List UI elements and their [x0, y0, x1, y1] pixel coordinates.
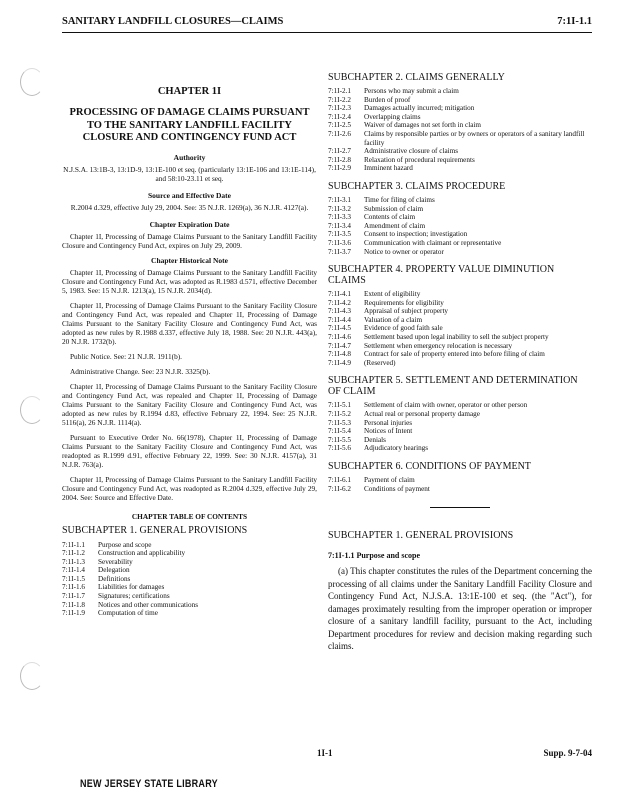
toc-entry-number: 7:1I-3.4	[328, 221, 351, 230]
toc-entry	[328, 230, 592, 239]
toc-entry-number: 7:1I-4.1	[328, 290, 351, 299]
toc-entry	[328, 239, 592, 248]
toc-entry-title: Consent to inspection; investigation	[364, 230, 468, 239]
toc-entry-number: 7:1I-1.6	[62, 583, 85, 592]
toc-subchapter-1-list	[62, 541, 317, 618]
toc-subchapter-3-list	[328, 196, 592, 256]
toc-entry-title: (Reserved)	[364, 358, 396, 367]
toc-entry-number: 7:1I-1.9	[62, 609, 85, 618]
toc-entry	[328, 196, 592, 205]
toc-entry	[328, 290, 592, 299]
toc-subchapter-1-title: SUBCHAPTER 1. GENERAL PROVISIONS	[62, 524, 248, 536]
toc-entry-number: 7:1I-5.4	[328, 427, 351, 436]
toc-subchapter-6-list	[328, 476, 592, 493]
toc-entry	[328, 96, 592, 105]
toc-entry-title: Extent of eligibility	[364, 290, 421, 299]
toc-entry-number: 7:1I-2.6	[328, 129, 351, 138]
toc-entry-title: Settlement when emergency relocation is necessary	[364, 341, 513, 350]
toc-entry-number: 7:1I-2.9	[328, 164, 351, 173]
toc-entry	[328, 410, 592, 419]
toc-entry-title: Time for filing of claims	[364, 195, 435, 204]
toc-entry	[62, 583, 317, 592]
toc-entry-title: Persons who may submit a claim	[364, 87, 459, 95]
toc-subchapter-2-title: SUBCHAPTER 2. CLAIMS GENERALLY	[328, 72, 505, 83]
toc-subchapter-2-list	[328, 87, 592, 173]
toc-entry-title: Notices and other communications	[98, 600, 199, 609]
toc-entry-title: Waiver of damages not set forth in claim	[364, 121, 481, 130]
toc-entry-number: 7:1I-3.2	[328, 204, 351, 213]
toc-entry-title: Burden of proof	[364, 95, 411, 104]
toc-entry-title: Notices of Intent	[364, 427, 413, 436]
toc-entry	[62, 601, 317, 610]
toc-entry-title: Settlement based upon legal inability to sell the subject property	[364, 333, 549, 342]
toc-entry	[328, 342, 592, 351]
header-rule	[62, 32, 592, 33]
toc-entry-title: Evidence of good faith sale	[364, 324, 443, 333]
section-heading: 7:1I-1.1 Purpose and scope	[328, 551, 421, 561]
toc-entry-title: Imminent hazard	[364, 164, 413, 173]
toc-entry	[328, 359, 592, 368]
authority-heading: Authority	[173, 152, 206, 162]
toc-subchapter-5-title: SUBCHAPTER 5. SETTLEMENT AND DETERMINATION OF CLAIM	[328, 375, 578, 398]
toc-entry	[328, 299, 592, 308]
toc-entry-number: 7:1I-4.4	[328, 315, 351, 324]
toc-entry-number: 7:1I-3.6	[328, 238, 351, 247]
toc-entry-number: 7:1I-4.6	[328, 333, 351, 342]
toc-entry-title: Contract for sale of property entered into before filing of claim	[364, 350, 545, 359]
toc-entry-number: 7:1I-1.1	[62, 540, 85, 549]
toc-entry-title: Settlement of claim with owner, operator or other person	[364, 401, 528, 410]
chapter-title: CHAPTER 1I	[157, 86, 222, 97]
toc-entry-number: 7:1I-4.8	[328, 350, 351, 359]
toc-entry-title: Notice to owner or operator	[364, 247, 444, 256]
toc-entry-number: 7:1I-2.8	[328, 155, 351, 164]
toc-entry	[62, 575, 317, 584]
toc-entry-number: 7:1I-2.3	[328, 104, 351, 113]
toc-heading: CHAPTER TABLE OF CONTENTS	[131, 511, 248, 521]
toc-entry	[328, 485, 592, 494]
toc-entry-title: Administrative closure of claims	[364, 147, 459, 156]
punch-hole-mark	[20, 396, 44, 424]
toc-entry	[328, 156, 592, 165]
source-heading: Source and Effective Date	[148, 190, 231, 200]
source-text: R.2004 d.329, effective July 29, 2004. See: 35 N.J.R. 1269(a), 36 N.J.R. 4127(a).	[70, 202, 309, 212]
toc-subchapter-4-list	[328, 290, 592, 367]
toc-entry	[328, 316, 592, 325]
toc-subchapter-5-list	[328, 401, 592, 453]
toc-entry	[62, 549, 317, 558]
history-paragraph: Chapter 1I, Processing of Damage Claims Pursuant to the Sanitary Landfill Facility Closure and Contingency Fund Act, was adopted as R.1983 d.571, effective December 5, 1983. See: 15 N.J.R. 1213(a), 15 N.J.R. 2034(d).	[62, 267, 317, 295]
toc-entry-number: 7:1I-3.3	[328, 213, 351, 222]
toc-entry-number: 7:1I-4.9	[328, 358, 351, 367]
toc-entry-title: Construction and applicability	[98, 549, 186, 558]
toc-entry	[328, 401, 592, 410]
toc-entry-title: Overlapping claims	[364, 112, 421, 121]
expiration-text: Chapter 1I, Processing of Damage Claims Pursuant to the Sanitary Landfill Facility Closure and Contingency Fund Act, expires on July 29, 2009.	[62, 231, 317, 250]
toc-entry	[328, 121, 592, 130]
toc-entry-title: Liabilities for damages	[98, 583, 165, 592]
toc-entry-number: 7:1I-3.5	[328, 230, 351, 239]
toc-entry	[328, 205, 592, 214]
history-paragraph: Administrative Change. See: 23 N.J.R. 3325(b).	[70, 366, 211, 376]
toc-entry-number: 7:1I-4.7	[328, 341, 351, 350]
toc-entry-number: 7:1I-4.2	[328, 298, 351, 307]
supplement-date: Supp. 9-7-04	[543, 748, 592, 758]
toc-entry-title: Signatures; certifications	[98, 592, 170, 601]
toc-entry-number: 7:1I-1.2	[62, 549, 85, 558]
toc-entry	[328, 333, 592, 342]
toc-entry	[328, 350, 592, 359]
toc-entry-number: 7:1I-5.3	[328, 418, 351, 427]
section-body-text: (a) This chapter constitutes the rules of the Department concerning the processing of all claims under the Sanitary Landfill Facility Closure and Contingency Fund Act, N.J.S.A. 13:1E-100 et seq. (the "Act"), for damages proximately resulting from the improper operation or improper closure of a sanitary landfill facility, pursuant to the Act, including Department procedures for review and decision making regarding such claims.	[328, 566, 592, 652]
header-section-number: 7:1I-1.1	[557, 16, 592, 27]
history-paragraph: Chapter 1I, Processing of Damage Claims Pursuant to the Sanitary Facility Closure and Contingency Fund Act, was repealed and Chapter 1I, Processing of Damage Claims Pursuant to the Sanitary Facility Closure and Contingency Fund Act, was adopted as new rules by R.1988 d.337, effective July 18, 1988. See: 20 N.J.R. 443(a), 20 N.J.R. 1732(b).	[62, 300, 317, 346]
toc-entry	[328, 104, 592, 113]
toc-entry-title: Purpose and scope	[98, 540, 152, 549]
toc-entry-title: Requirements for eligibility	[364, 298, 444, 307]
toc-entry	[328, 307, 592, 316]
toc-entry-number: 7:1I-2.4	[328, 112, 351, 121]
toc-entry	[62, 566, 317, 575]
toc-entry-title: Claims by responsible parties or by owners or operators of a sanitary landfill facility	[364, 129, 585, 147]
toc-entry	[328, 436, 592, 445]
punch-hole-mark	[20, 68, 44, 96]
toc-subchapter-6-title: SUBCHAPTER 6. CONDITIONS OF PAYMENT	[328, 461, 531, 472]
running-header	[62, 16, 592, 32]
toc-entry-title: Definitions	[98, 574, 131, 583]
toc-entry-number: 7:1I-2.2	[328, 95, 351, 104]
toc-entry-number: 7:1I-6.1	[328, 476, 351, 484]
toc-entry	[62, 541, 317, 550]
toc-entry-number: 7:1I-5.6	[328, 444, 351, 453]
toc-entry-title: Denials	[364, 435, 386, 444]
toc-entry	[328, 164, 592, 173]
toc-entry-number: 7:1I-2.5	[328, 121, 351, 130]
toc-entry-title: Severability	[98, 557, 133, 566]
history-paragraph: Chapter 1I, Processing of Damage Claims Pursuant to the Sanitary Facility Closure and Contingency Fund Act, was repealed and Chapter 1I, Processing of Damage Claims Pursuant to the Sanitary Facility Closure and Contingency Fund Act, was adopted as new rules by R.1994 d.83, effective February 22, 1994. See: 25 N.J.R. 5116(a), 26 N.J.R. 1114(a).	[62, 381, 317, 427]
toc-entry-number: 7:1I-1.5	[62, 574, 85, 583]
section-divider	[430, 507, 490, 508]
toc-entry	[328, 324, 592, 333]
page-number: 1I-1	[317, 748, 333, 758]
toc-entry-title: Amendment of claim	[364, 221, 426, 230]
toc-entry-title: Adjudicatory hearings	[364, 444, 429, 453]
toc-entry-number: 7:1I-3.7	[328, 247, 351, 256]
toc-entry	[328, 444, 592, 453]
toc-entry	[328, 147, 592, 156]
toc-entry	[62, 592, 317, 601]
toc-entry	[328, 113, 592, 122]
toc-entry	[328, 87, 592, 96]
left-column	[62, 72, 317, 626]
toc-entry-title: Contents of claim	[364, 213, 416, 222]
toc-entry	[328, 222, 592, 231]
toc-entry	[328, 419, 592, 428]
header-title: SANITARY LANDFILL CLOSURES—CLAIMS	[62, 16, 284, 27]
toc-entry	[328, 248, 592, 257]
toc-entry-title: Conditions of payment	[364, 484, 430, 493]
right-column	[328, 72, 592, 653]
history-paragraph: Pursuant to Executive Order No. 66(1978), Chapter 1I, Processing of Damage Claims Pursuant to the Sanitary Facility Closure and Contingency Fund Act, was readopted as R.1999 d.91, effective February 22, 1999. See: 30 N.J.R. 4157(a), 31 N.J.R. 763(a).	[62, 432, 317, 469]
chapter-name: PROCESSING OF DAMAGE CLAIMS PURSUANT TO THE SANITARY LANDFILL FACILITY CLOSURE AND CONTINGENCY FUND ACT	[69, 107, 310, 143]
toc-entry-title: Computation of time	[98, 609, 158, 618]
toc-entry-number: 7:1I-4.3	[328, 307, 351, 316]
toc-entry-title: Personal injuries	[364, 418, 413, 427]
toc-entry-number: 7:1I-3.1	[328, 195, 351, 204]
toc-entry-number: 7:1I-5.2	[328, 410, 351, 419]
history-paragraph: Public Notice. See: 21 N.J.R. 1911(b).	[70, 351, 183, 361]
toc-subchapter-4-title: SUBCHAPTER 4. PROPERTY VALUE DIMINUTION CLAIMS	[328, 264, 555, 287]
toc-entry-number: 7:1I-4.5	[328, 324, 351, 333]
toc-entry-number: 7:1I-2.7	[328, 147, 351, 156]
toc-entry-number: 7:1I-5.1	[328, 401, 351, 410]
library-stamp: NEW JERSEY STATE LIBRARY	[80, 778, 218, 790]
toc-entry-number: 7:1I-5.5	[328, 435, 351, 444]
toc-entry-number: 7:1I-1.8	[62, 600, 85, 609]
toc-entry	[62, 609, 317, 618]
toc-entry-number: 7:1I-6.2	[328, 484, 351, 493]
toc-entry	[62, 558, 317, 567]
toc-entry-title: Payment of claim	[364, 476, 415, 484]
toc-entry	[328, 213, 592, 222]
toc-entry	[328, 427, 592, 436]
toc-entry-number: 7:1I-1.3	[62, 557, 85, 566]
toc-entry-title: Actual real or personal property damage	[364, 410, 480, 419]
expiration-heading: Chapter Expiration Date	[149, 219, 230, 229]
history-heading: Chapter Historical Note	[151, 255, 228, 265]
toc-subchapter-3-title: SUBCHAPTER 3. CLAIMS PROCEDURE	[328, 180, 506, 192]
authority-text: N.J.S.A. 13:1B-3, 13:1D-9, 13:1E-100 et seq. (particularly 13:1E-106 and 13:1E-114), and 58:10-23.11 et seq.	[63, 164, 316, 183]
toc-entry	[328, 130, 592, 147]
toc-entry-title: Damages actually incurred; mitigation	[364, 104, 475, 113]
history-paragraph: Chapter 1I, Processing of Damage Claims Pursuant to the Sanitary Landfill Facility Closure and Contingency Fund Act, was readopted as R.2004 d.329, effective July 29, 2004. See: Source and Effective Date.	[62, 474, 317, 502]
toc-entry-number: 7:1I-2.1	[328, 87, 351, 95]
toc-entry-title: Appraisal of subject property	[364, 307, 449, 316]
toc-entry-title: Delegation	[98, 566, 130, 575]
toc-entry-title: Submission of claim	[364, 204, 424, 213]
body-subchapter-title: SUBCHAPTER 1. GENERAL PROVISIONS	[328, 530, 514, 542]
toc-entry-title: Relaxation of procedural requirements	[364, 155, 475, 164]
toc-entry-title: Communication with claimant or representative	[364, 238, 502, 247]
toc-entry-number: 7:1I-1.4	[62, 566, 85, 575]
toc-entry-title: Valuation of a claim	[364, 315, 423, 324]
toc-entry-number: 7:1I-1.7	[62, 592, 85, 601]
punch-hole-mark	[20, 662, 44, 690]
toc-entry	[328, 476, 592, 485]
